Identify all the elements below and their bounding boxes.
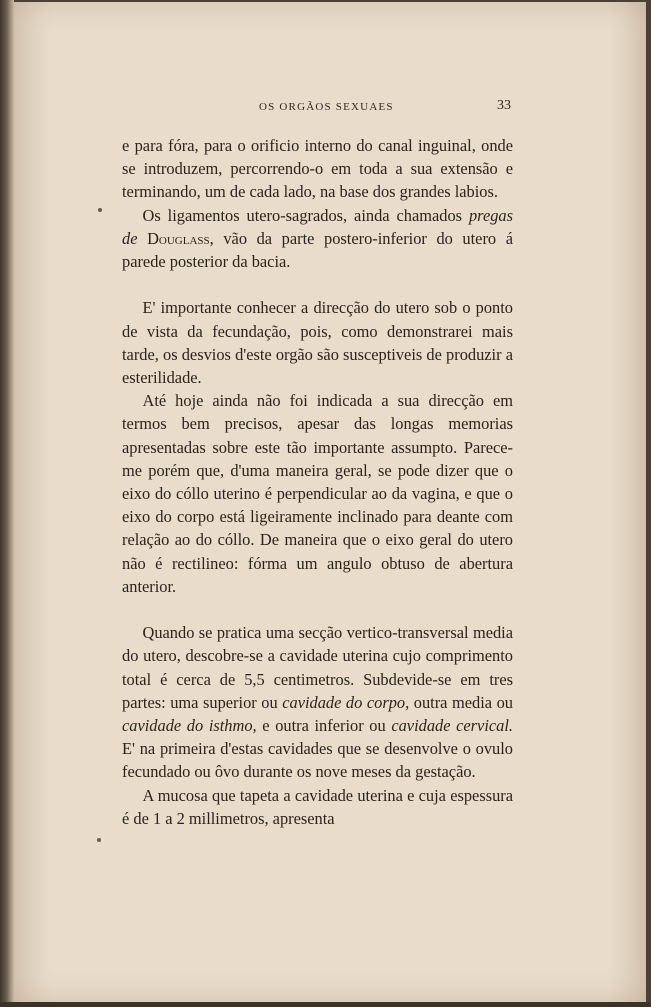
page-number: 33	[497, 98, 511, 113]
paragraph	[122, 204, 513, 274]
italic-term: cavidade cervical.	[391, 716, 514, 736]
running-head	[0, 98, 651, 118]
paragraph	[122, 621, 513, 783]
paragraph	[122, 389, 513, 598]
text-run: , vão da parte postero-inferior do utero á parede posterior da bacia.	[122, 228, 513, 272]
text-run: e para fóra, para o orificio interno do canal inguinal, onde se introduzem, percorrendo-o em toda a sua extensão e terminando, um de cada lado, na base dos grandes labios.	[122, 136, 513, 202]
italic-term: pregas de	[122, 205, 513, 248]
italic-term: cavidade do isthmo,	[122, 716, 257, 736]
ink-spot	[97, 838, 101, 842]
italic-term: cavidade do corpo,	[282, 692, 410, 712]
page-bottom-edge	[0, 1002, 651, 1007]
body-text	[122, 134, 513, 830]
paragraph	[122, 296, 513, 389]
text-run: E' na primeira d'estas cavidades que se desenvolve o ovulo fecundado ou ôvo durante os nove meses da gestação.	[122, 739, 513, 782]
running-title: OS ORGÃOS SEXUAES	[259, 101, 394, 113]
text-run: Até hoje ainda não foi indicada a sua direcção em termos bem precisos, apesar das longas memorias apresentadas sobre este tão importante assumpto. Parece-me porém que, d'uma maneira geral, se pode dizer que o eixo do cóllo uterino é perpendicular ao da vagina, e que o eixo do corpo está ligeiramente inclinado para deante com relação ao do cóllo. De maneira que o eixo geral do utero não é rectilineo: fórma um angulo obtuso de abertura anterior.	[122, 391, 513, 596]
book-spine-edge	[0, 0, 14, 1007]
paragraph	[122, 784, 513, 830]
ink-spot	[98, 208, 102, 212]
author-name: Douglass	[147, 228, 210, 248]
text-run: e outra inferior ou	[256, 716, 392, 736]
text-run: E' importante conhecer a direcção do utero sob o ponto de vista da fecundação, pois, como demonstrarei mais tarde, os desvios d'este orgão são susceptiveis de produzir a esterilidade.	[122, 298, 513, 388]
paragraph	[122, 134, 513, 204]
text-run: A mucosa que tapeta a cavidade uterina e cuja espessura é de 1 a 2 millimetros, apresenta	[122, 785, 513, 828]
text-run: Os ligamentos utero-sagrados, ainda chamados	[142, 205, 469, 225]
text-run: Quando se pratica uma secção vertico-transversal media do utero, descobre-se a cavidade uterina cujo comprimento total é cerca de 5,5 centimetros. Subdevide-se em tres partes: uma superior ou	[122, 623, 513, 712]
text-run	[137, 229, 147, 248]
text-run: outra media ou	[409, 692, 513, 712]
